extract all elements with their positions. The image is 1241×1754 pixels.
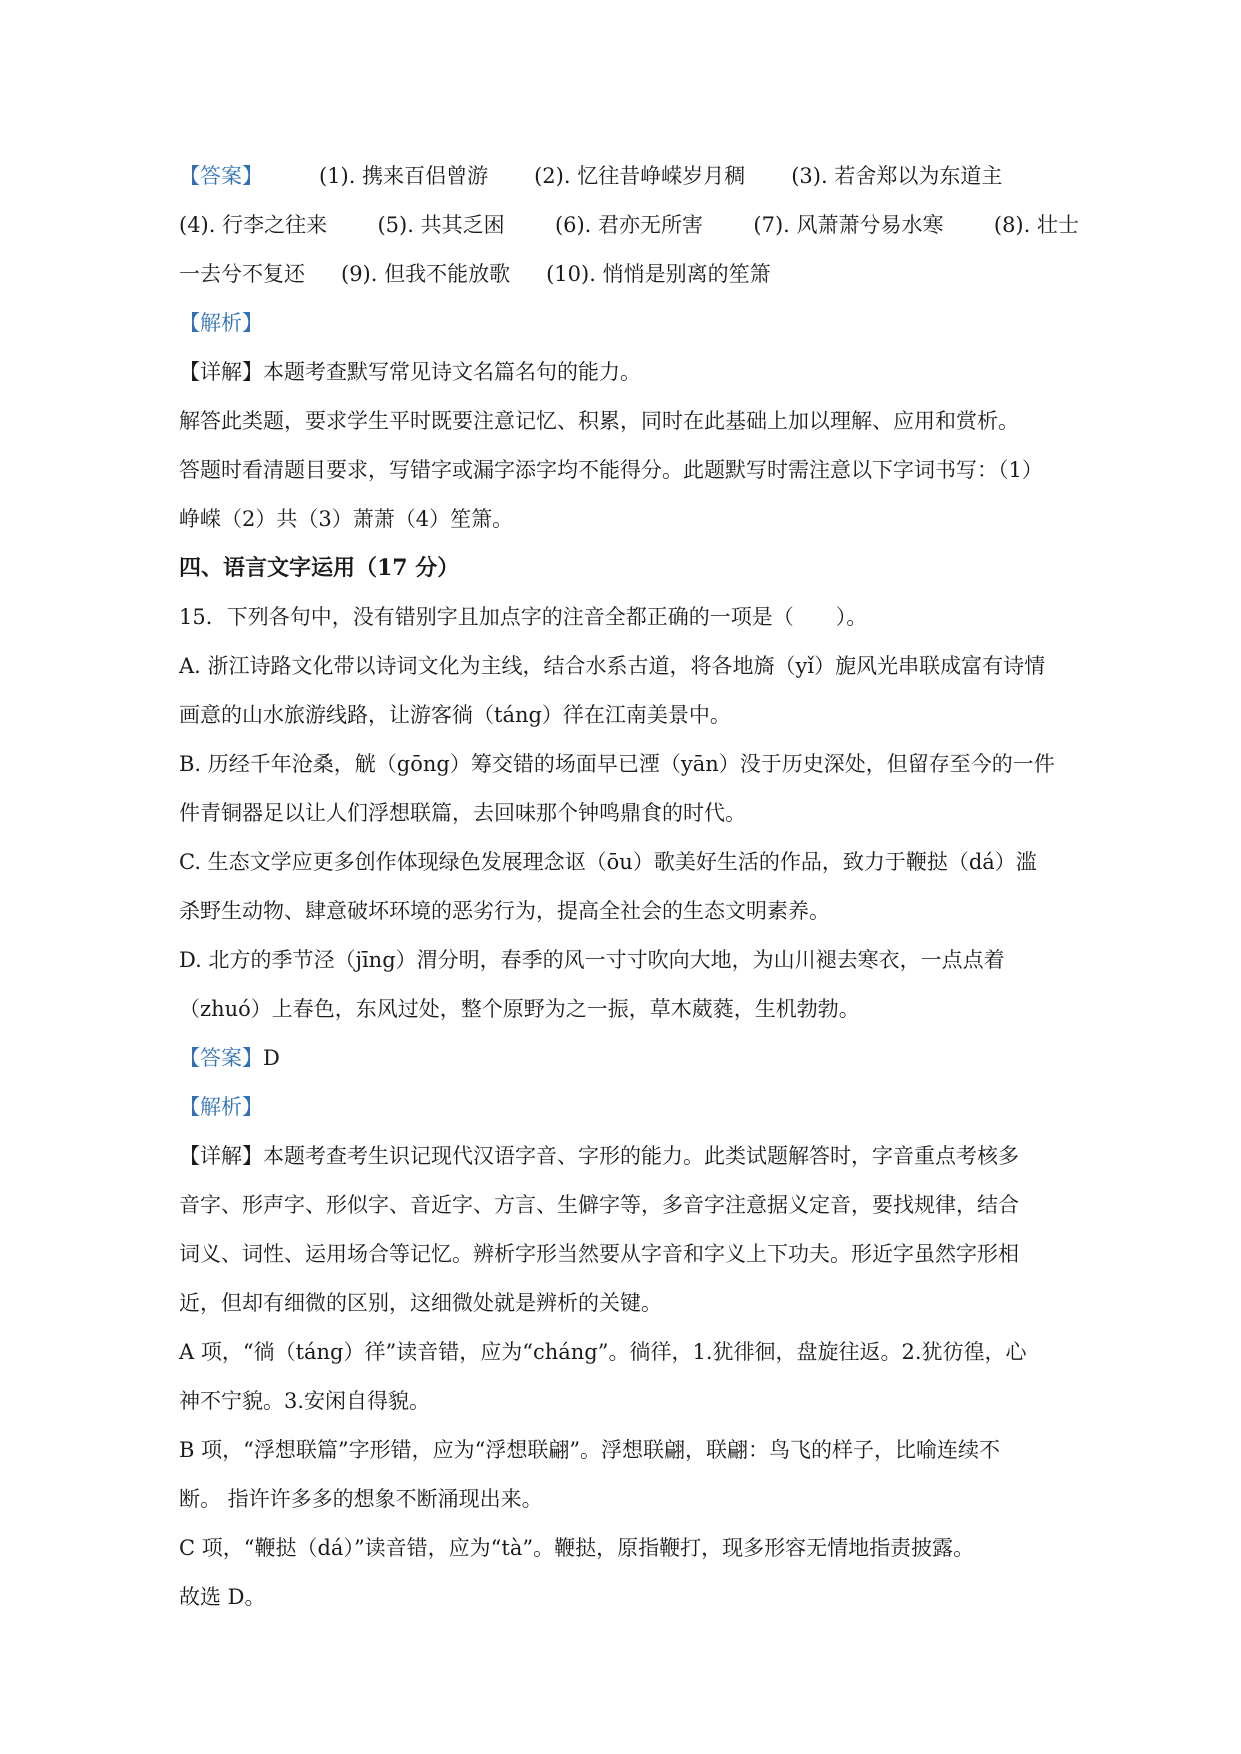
question-option-line: A. 浙江诗路文化带以诗词文化为主线，结合水系古道，将各地旖（yǐ）旎风光串联成富有诗情: [179, 654, 1046, 678]
question-option-line: 杀野生动物、肆意破坏环境的恶劣行为，提高全社会的生态文明素养。: [179, 899, 830, 923]
detail-line: [179, 1132, 1079, 1181]
answer-item: (10). 悄悄是别离的笙箫: [546, 262, 771, 286]
answer-item: (2). 忆往昔峥嵘岁月稠: [534, 164, 746, 188]
detail-label: 【详解】: [179, 1144, 263, 1168]
analysis-label: 【解析】: [179, 1095, 263, 1119]
analysis-text-line: 词义、词性、运用场合等记忆。辨析字形当然要从字音和字义上下功夫。形近字虽然字形相: [179, 1242, 1019, 1266]
answer-item: (7). 风萧萧兮易水寒: [753, 213, 944, 237]
question-option-line: B. 历经千年沧桑，觥（gōng）筹交错的场面早已湮（yān）没于历史深处，但留存至今的一件: [179, 752, 1055, 776]
section-heading: 四、语言文字运用（17 分）: [179, 555, 460, 581]
analysis-text-line: 答题时看清题目要求，写错字或漏字添字均不能得分。此题默写时需注意以下字词书写：（1）: [179, 458, 1043, 482]
analysis-text-line: C 项，“鞭挞（dá）”读音错，应为“tà”。鞭挞，原指鞭打，现多形容无情地指责披露。: [179, 1536, 975, 1560]
analysis-text-line: B 项，“浮想联篇”字形错，应为“浮想联翩”。浮想联翩，联翩：鸟飞的样子，比喻连续不: [179, 1438, 1001, 1462]
detail-label: 【详解】: [179, 360, 263, 384]
answer-item: (5). 共其乏困: [377, 213, 505, 237]
answer-item: (8). 壮士: [993, 213, 1079, 237]
answer-item: (1). 携来百侣曾游: [319, 164, 489, 188]
answer-row-1: [179, 152, 1079, 201]
answer-item: (9). 但我不能放歌: [341, 262, 511, 286]
detail-text: 本题考查默写常见诗文名篇名句的能力。: [263, 360, 641, 384]
answer-item: (3). 若舍郑以为东道主: [791, 164, 1003, 188]
answer-label: 【答案】: [179, 164, 263, 188]
question-stem: 15．下列各句中，没有错别字且加点字的注音全都正确的一项是（ ）。: [179, 605, 868, 629]
answer-item: (6). 君亦无所害: [554, 213, 704, 237]
answer-item: (4). 行李之往来: [179, 213, 328, 237]
analysis-text-line: 音字、形声字、形似字、音近字、方言、生僻字等，多音字注意据义定音，要找规律，结合: [179, 1193, 1019, 1217]
analysis-text-line: A 项，“徜（táng）徉”读音错，应为“cháng”。徜徉，1.犹徘徊，盘旋往返。2.犹彷徨，心: [179, 1340, 1027, 1364]
analysis-text-line: 近，但却有细微的区别，这细微处就是辨析的关键。: [179, 1291, 662, 1315]
analysis-label: 【解析】: [179, 311, 263, 335]
answer-line: [179, 1034, 1079, 1083]
answer-row-2: [179, 201, 1079, 250]
analysis-text-line: 解答此类题，要求学生平时既要注意记忆、积累，同时在此基础上加以理解、应用和赏析。: [179, 409, 1019, 433]
document-page: [179, 152, 1079, 1622]
answer-label: 【答案】: [179, 1046, 263, 1070]
answer-value: D: [263, 1046, 280, 1070]
analysis-text-line: 神不宁貌。3.安闲自得貌。: [179, 1389, 431, 1413]
analysis-text-line: 峥嵘（2）共（3）萧萧（4）笙箫。: [179, 507, 514, 531]
question-option-line: D. 北方的季节泾（jīng）渭分明，春季的风一寸寸吹向大地，为山川褪去寒衣，一点点着: [179, 948, 1005, 972]
detail-line: [179, 348, 1079, 397]
question-option-line: C. 生态文学应更多创作体现绿色发展理念讴（ōu）歌美好生活的作品，致力于鞭挞（dá）滥: [179, 850, 1037, 874]
answer-row-3: [179, 250, 1079, 299]
answer-item: 一去兮不复还: [179, 262, 305, 286]
analysis-text-line: 断。 指许许多多的想象不断涌现出来。: [179, 1487, 543, 1511]
detail-text: 本题考查考生识记现代汉语字音、字形的能力。此类试题解答时，字音重点考核多: [263, 1144, 1019, 1168]
analysis-text-line: 故选 D。: [179, 1585, 266, 1609]
question-option-line: 画意的山水旅游线路，让游客徜（táng）徉在江南美景中。: [179, 703, 731, 727]
question-option-line: （zhuó）上春色，东风过处，整个原野为之一振，草木葳蕤，生机勃勃。: [179, 997, 860, 1021]
question-option-line: 件青铜器足以让人们浮想联篇，去回味那个钟鸣鼎食的时代。: [179, 801, 746, 825]
